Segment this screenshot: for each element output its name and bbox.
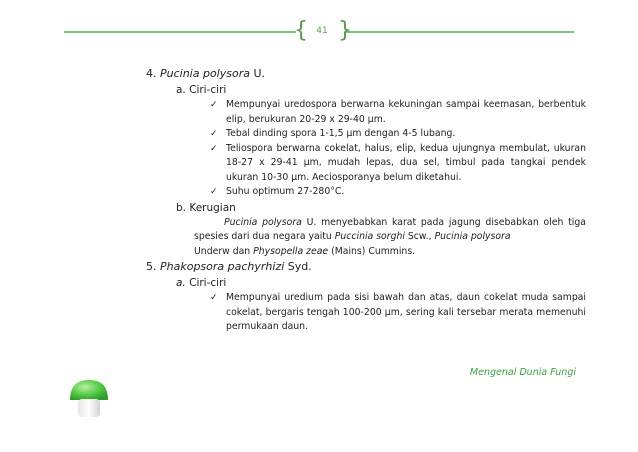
section-5-ciri-heading — [176, 275, 586, 291]
section-4-ciri-heading: a. Ciri-ciri — [176, 84, 227, 96]
check-icon: ✓ — [210, 143, 218, 154]
species-name: Physopella zeae — [253, 245, 329, 257]
section-5-ciri-letter: a. — [176, 277, 186, 289]
kerugian-text: Underw dan — [194, 245, 254, 257]
check-icon: ✓ — [210, 100, 218, 110]
section-4-species: Pucinia polysora — [160, 67, 250, 80]
species-name: Pucinia polysora — [434, 231, 511, 242]
list-item — [204, 291, 586, 335]
list-item — [204, 185, 586, 200]
section-5-ciri-label: Ciri-ciri — [185, 277, 227, 289]
header-rule-right — [346, 31, 574, 33]
kerugian-text: Scw., — [404, 231, 435, 242]
section-5-author: Syd. — [284, 260, 312, 273]
mushroom-icon — [68, 378, 110, 418]
page-number-bracket-right: } — [338, 18, 352, 43]
header-rule-left — [64, 31, 296, 33]
section-5-number: 5. — [146, 260, 157, 273]
check-icon: ✓ — [210, 129, 218, 139]
list-item-text: Suhu optimum 27-280°C. — [226, 186, 345, 197]
list-item-text: Mempunyai uredospora berwarna kekuningan sampai keemasan, berbentuk elip, berukuran 20-29 x 29-40 μm. — [226, 99, 586, 125]
page-body — [146, 66, 586, 335]
footer-title: Mengenal Dunia Fungi — [469, 367, 576, 378]
list-item-text: Tebal dinding spora 1-1,5 μm dengan 4-5 lubang. — [226, 128, 456, 139]
list-item — [204, 127, 586, 142]
section-4-ciri-list — [204, 98, 586, 200]
list-item-text: Mempunyai uredium pada sisi bawah dan atas, daun cokelat muda sampai cokelat, bergaris tengah 100-200 μm, sering kali tersebar merata memenuhi permukaan daun. — [226, 292, 586, 332]
kerugian-paragraph — [194, 216, 586, 245]
species-name: Pucinia polysora — [224, 216, 302, 228]
section-5-ciri-list — [204, 291, 586, 335]
list-item — [204, 98, 586, 127]
kerugian-text: (Mains) Cummins. — [328, 245, 416, 257]
page-number: 41 — [316, 26, 328, 36]
check-icon: ✓ — [210, 187, 218, 197]
section-5-species: Phakopsora pachyrhizi — [160, 260, 285, 273]
list-item-text: Teliospora berwarna cokelat, halus, elip, kedua ujungnya membulat, ukuran 18-27 x 29-41 μm, mudah lepas, dua sel, timbul pada tangkai pendek ukuran 10-30 μm. Aeciosporanya belum diketahui. — [226, 142, 586, 183]
list-item — [204, 142, 586, 186]
section-5-heading — [146, 259, 586, 275]
species-name: Puccinia sorghi — [334, 231, 405, 242]
section-4-number: 4. — [146, 67, 157, 80]
section-4-author: U. — [249, 67, 266, 80]
section-4-heading — [146, 66, 586, 82]
section-4-kerugian-heading: b. Kerugian — [176, 201, 236, 214]
page-number-bracket-left: { — [294, 18, 308, 43]
kerugian-text: U. menyebabkan karat pada jagung disebabkan oleh tiga spesies dari dua negara yaitu — [194, 216, 586, 242]
kerugian-paragraph-cont — [194, 245, 586, 260]
check-icon: ✓ — [210, 293, 218, 303]
